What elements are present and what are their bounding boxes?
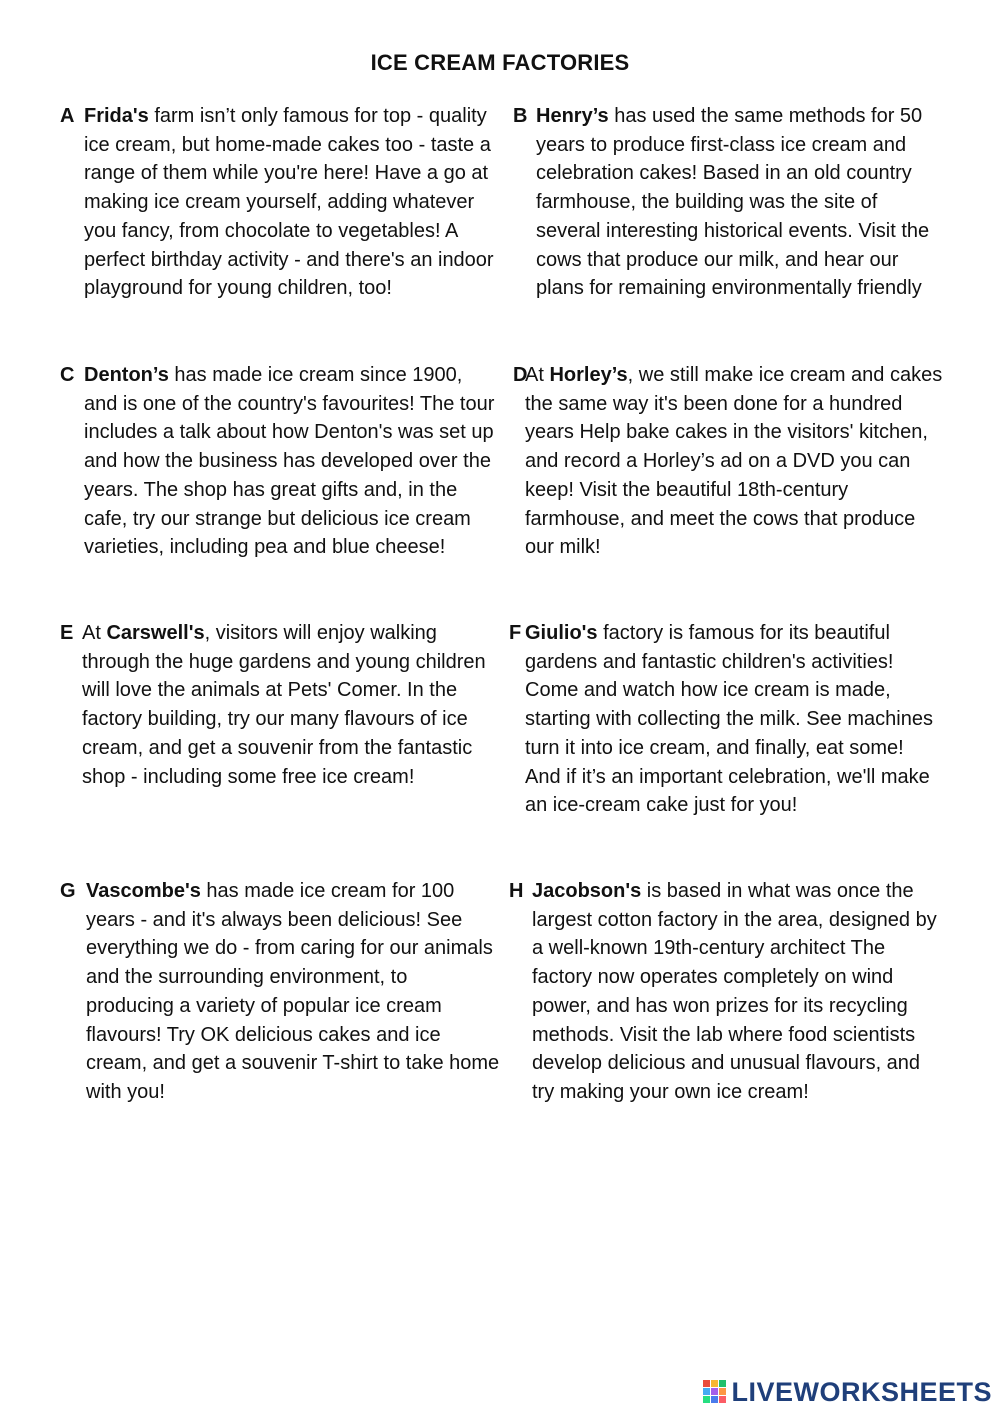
factory-name: Horley’s [549, 364, 628, 386]
factory-name: Denton’s [84, 364, 169, 386]
entry-a [60, 102, 500, 303]
factory-name: Frida's [84, 105, 149, 127]
entry-f [509, 619, 943, 820]
entry-letter: H [509, 880, 524, 902]
entry-text: has made ice cream since 1900, and is one of the country's favourites! The tour includes a talk about how Denton's was set up and how the business has developed over the years. The shop has great gifts and, in the cafe, try our strange but delicious ice cream varieties, including pea and blue cheese! [84, 364, 495, 559]
entry-text: , visitors will enjoy walking through the huge gardens and young children will love the animals at Pets' Comer. In the factory building, try our many flavours of ice cream, and get a souvenir from the fantastic shop - including some free ice cream! [82, 622, 486, 788]
entry-prefix: At [525, 364, 550, 386]
liveworksheets-logo-icon [703, 1380, 727, 1404]
entry-text: is based in what was once the largest cotton factory in the area, designed by a well-known 19th-century architect The factory now operates completely on wind power, and has won prizes for its recycling methods. Visit the lab where food scientists develop delicious and unusual flavours, and try making your own ice cream! [532, 880, 937, 1103]
page-title: ICE CREAM FACTORIES [370, 50, 630, 75]
entry-letter: G [60, 880, 76, 902]
entry-letter: A [60, 105, 75, 127]
entry-text: has made ice cream for 100 years - and it's always been delicious! See everything we do - from caring for our animals and the surrounding environment, to producing a variety of popular ice cream flavours! Try OK delicious cakes and ice cream, and get a souvenir T-shirt to take home with you! [86, 880, 500, 1103]
factory-name: Giulio's [525, 622, 598, 644]
factory-name: Henry’s [536, 105, 609, 127]
entry-b [513, 102, 943, 303]
entry-letter: E [60, 622, 74, 644]
entry-text: factory is famous for its beautiful gardens and fantastic children's activities! Come and watch how ice cream is made, starting with collecting the milk. See machines turn it into ice cream, and finally, eat some! And if it’s an important celebration, we'll make an ice-cream cake just for you! [525, 622, 933, 817]
entry-d [513, 361, 943, 562]
entry-c [60, 361, 500, 562]
entry-letter: F [509, 622, 522, 644]
entry-letter: B [513, 105, 528, 127]
footer-logo[interactable] [703, 1375, 992, 1409]
entry-letter: D [513, 364, 528, 386]
entry-prefix: At [82, 622, 107, 644]
brand-name: LIVEWORKSHEETS [731, 1376, 992, 1407]
factory-name: Carswell's [106, 622, 205, 644]
entry-text: has used the same methods for 50 years to produce first-class ice cream and celebration cakes! Based in an old country farmhouse, the building was the site of several interesting historical events. Visit the cows that produce our milk, and hear our plans for remaining environmentally friendly [536, 105, 930, 300]
factory-name: Vascombe's [86, 880, 201, 902]
entry-g [60, 877, 500, 1107]
entry-letter: C [60, 364, 75, 386]
entry-h [509, 877, 943, 1107]
factory-name: Jacobson's [532, 880, 642, 902]
entry-text: farm isn’t only famous for top - quality ice cream, but home-made cakes too - taste a range of them while you're here! Have a go at making ice cream yourself, adding whatever you fancy, from chocolate to vegetables! A perfect birthday activity - and there's an indoor playground for young children, too! [84, 105, 494, 300]
entry-text: , we still make ice cream and cakes the same way it's been done for a hundred years Help bake cakes in the visitors' kitchen, and record a Horley’s ad on a DVD you can keep! Visit the beautiful 18th-century farmhouse, and meet the cows that produce our milk! [525, 364, 943, 559]
entry-e [60, 619, 490, 791]
